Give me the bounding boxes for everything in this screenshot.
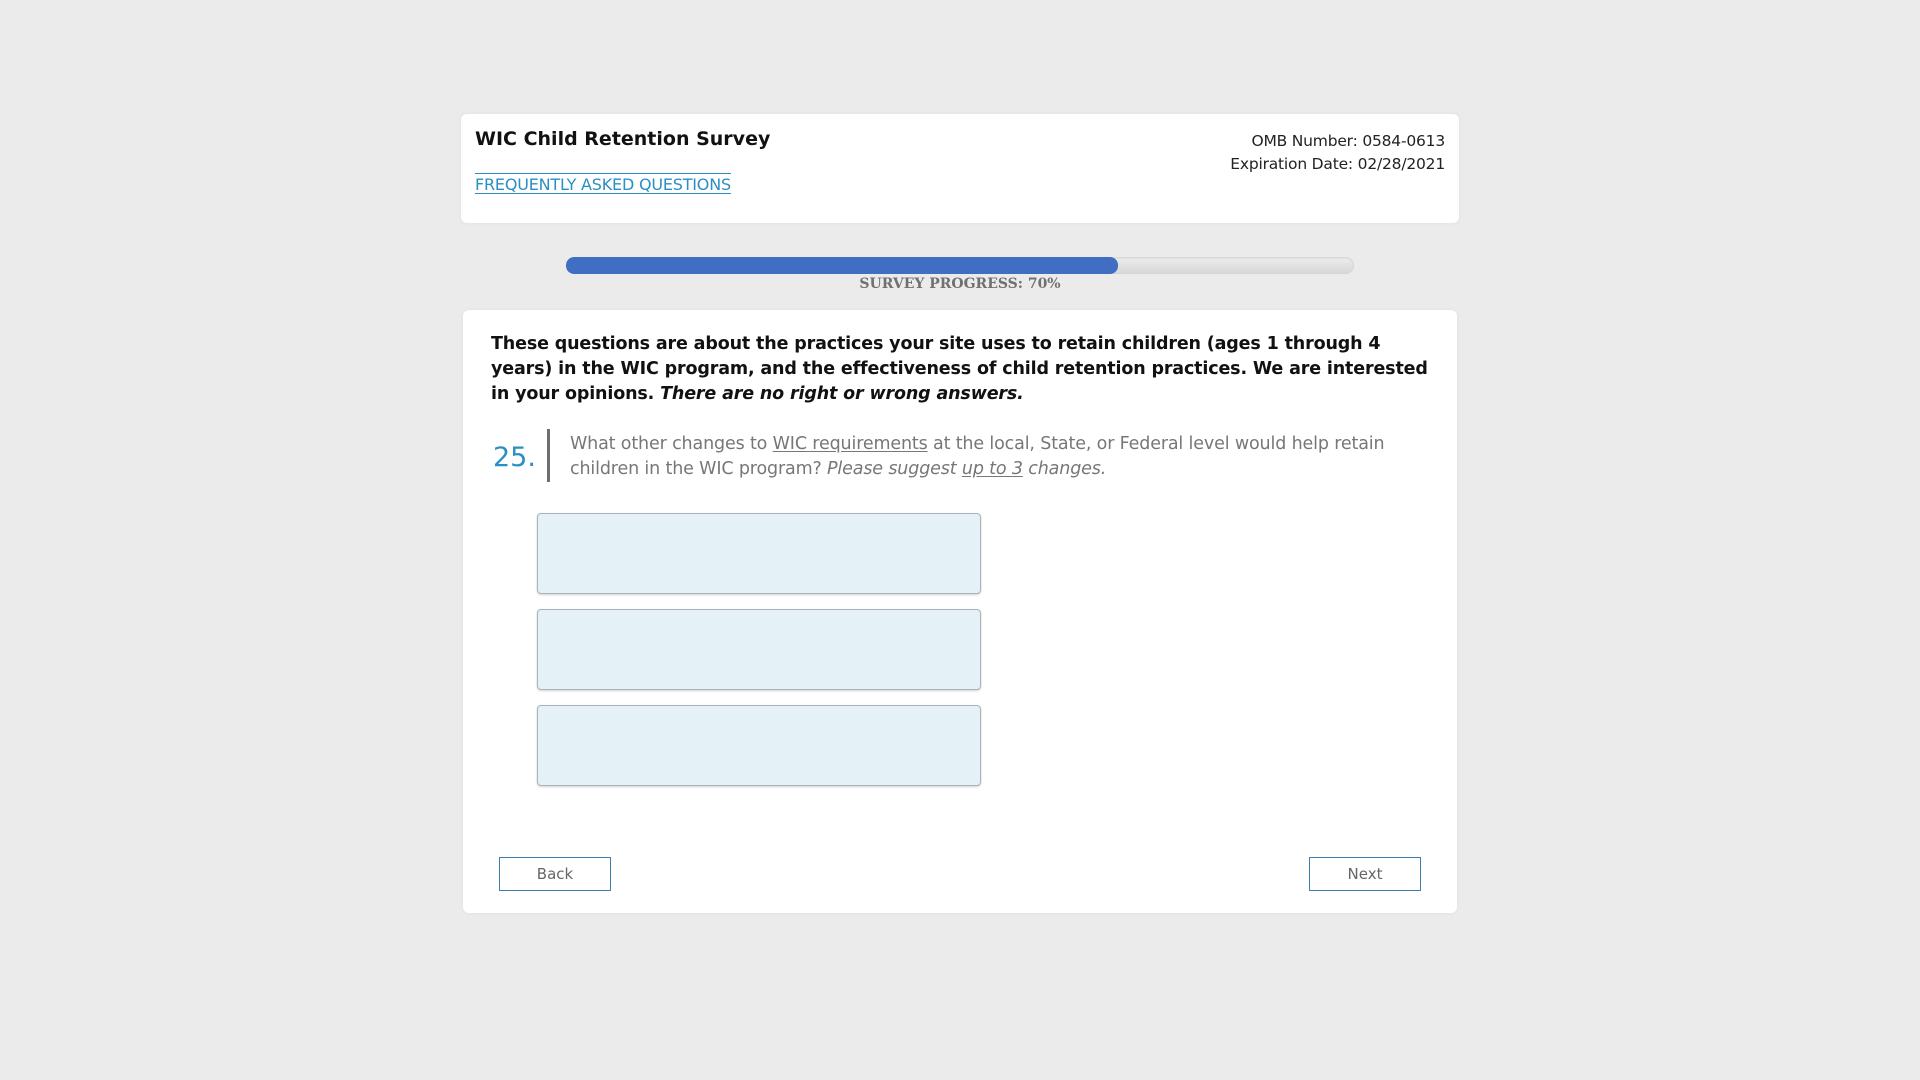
answer-field-1[interactable] <box>537 513 981 594</box>
progress-bar <box>566 257 1354 274</box>
question-instruction: Please suggest up to 3 changes. <box>827 459 1107 479</box>
omb-info <box>1230 130 1445 176</box>
wic-requirements-term: WIC requirements <box>772 434 928 454</box>
progress-label: SURVEY PROGRESS: 70% <box>859 276 1061 292</box>
back-button[interactable]: Back <box>499 857 611 891</box>
question-number: 25. <box>493 442 536 473</box>
omb-number: OMB Number: 0584-0613 <box>1251 132 1445 150</box>
question-divider <box>547 429 550 482</box>
section-intro <box>491 332 1431 407</box>
survey-title: WIC Child Retention Survey <box>475 128 771 150</box>
answer-field-2[interactable] <box>537 609 981 690</box>
answer-field-3[interactable] <box>537 705 981 786</box>
question-text: What other changes to WIC requirements at the local, State, or Federal level would help retain children in the WIC program? Please suggest up to 3 changes. <box>570 434 1385 479</box>
survey-header <box>461 114 1459 223</box>
question-card <box>463 310 1457 913</box>
expiration-date: Expiration Date: 02/28/2021 <box>1230 155 1445 173</box>
faq-link[interactable]: FREQUENTLY ASKED QUESTIONS <box>475 175 731 194</box>
next-button[interactable]: Next <box>1309 857 1421 891</box>
intro-text: These questions are about the practices your site uses to retain children (ages 1 through 4 years) in the WIC program, and the effectiveness of child retention practices. We are interested in your opinions. <box>491 334 1428 404</box>
intro-note: There are no right or wrong answers. <box>660 384 1024 404</box>
progress-bar-fill <box>566 257 1118 274</box>
